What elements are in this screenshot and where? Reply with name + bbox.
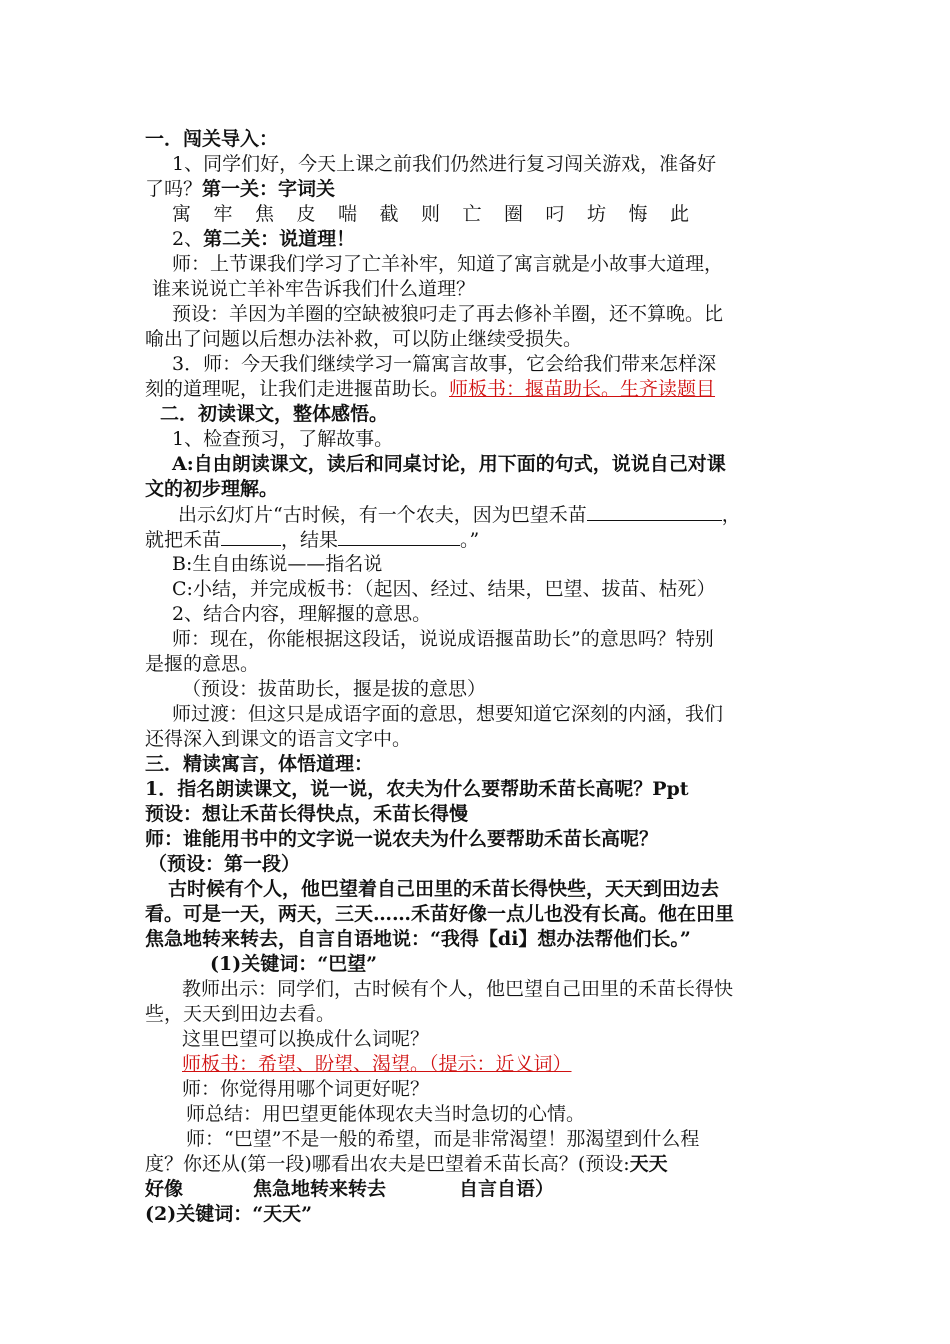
text: 2、 (172, 228, 204, 250)
paragraph: 1．指名朗读课文，说一说，农夫为什么要帮助禾苗长高呢？Ppt (145, 778, 689, 800)
paragraph: 些，天天到田边去看。 (145, 1003, 336, 1025)
character: 此 (670, 203, 690, 225)
paragraph: 师：你觉得用哪个词更好呢？ (182, 1078, 430, 1100)
paragraph: 师过渡：但这只是成语字面的意思，想要知道它深刻的内涵，我们 (172, 703, 724, 725)
character: 牢 (213, 203, 233, 225)
character: 寓 (172, 203, 192, 225)
fill-blank (587, 502, 722, 521)
text: ， (721, 504, 741, 526)
text: 出示幻灯片“古时候，有一个农夫，因为巴望禾苗 (178, 504, 587, 526)
paragraph: B:生自由练说——指名说 (172, 553, 383, 575)
paragraph (172, 227, 852, 252)
paragraph: 教师出示：同学们，古时候有个人，他巴望自己田里的禾苗长得快 (182, 978, 734, 1000)
key-phrases-line (145, 1177, 825, 1202)
keyword-heading: (2)关键词：“天天” (145, 1203, 313, 1225)
key-phrase: 自言自语） (459, 1178, 555, 1200)
keyword-heading (210, 952, 890, 977)
paragraph: 文的初步理解。 (145, 478, 279, 500)
character: 喘 (338, 203, 358, 225)
board-note: 师板书：揠苗助长。生齐读题目 (449, 378, 716, 400)
paragraph: 预设：羊因为羊圈的空缺被狼叼走了再去修补羊圈，还不算晚。比 (172, 303, 724, 325)
character: 叼 (545, 203, 565, 225)
key-phrase: 天天 (629, 1153, 668, 1175)
paragraph: 3．师：今天我们继续学习一篇寓言故事，它会给我们带来怎样深 (172, 353, 717, 375)
text: 了吗？ (145, 178, 203, 200)
character: 亡 (462, 203, 482, 225)
paragraph: 还得深入到课文的语言文字中。 (145, 728, 412, 750)
character: 截 (379, 203, 399, 225)
paragraph: 师：“巴望”不是一般的希望，而是非常渴望！那渴望到什么程 (186, 1128, 700, 1150)
character: 皮 (296, 203, 316, 225)
paragraph: 谁来说说亡羊补牢告诉我们什么道理？ (152, 278, 476, 300)
character-list (172, 202, 852, 227)
text: (1)关键词：“巴望” (210, 953, 378, 975)
character: 悔 (628, 203, 648, 225)
paragraph: 1、检查预习，了解故事。 (172, 428, 394, 450)
paragraph: C:小结，并完成板书：（起因、经过、结果，巴望、拔苗、枯死） (172, 578, 716, 600)
paragraph: 这里巴望可以换成什么词呢？ (182, 1028, 430, 1050)
character: 圈 (504, 203, 524, 225)
key-phrase: 焦急地转来转去 (253, 1178, 387, 1200)
paragraph: A:自由朗读课文，读后和同桌讨论，用下面的句式，说说自己对课 (172, 453, 726, 475)
character: 坊 (587, 203, 607, 225)
section-3-title: 三．精读寓言，体悟道理： (145, 753, 374, 775)
paragraph: 古时候有个人，他巴望着自己田里的禾苗长得快些，天天到田边去 (168, 878, 720, 900)
paragraph (145, 527, 825, 553)
board-note: 师板书：希望、盼望、渴望。（提示：近义词） (182, 1053, 572, 1075)
fill-blank (338, 527, 460, 546)
level-2-label: 第二关：说道理！ (203, 228, 356, 250)
paragraph: 喻出了问题以后想办法补救，可以防止继续受损失。 (145, 328, 583, 350)
character: 则 (421, 203, 441, 225)
level-1-label: 第一关：字词关 (202, 178, 336, 200)
paragraph (182, 1052, 862, 1077)
character: 焦 (255, 203, 275, 225)
paragraph: 师：现在，你能根据这段话，说说成语揠苗助长”的意思吗？特别 (172, 628, 714, 650)
paragraph (145, 377, 825, 402)
paragraph: 师：谁能用书中的文字说一说农夫为什么要帮助禾苗长高呢？ (145, 828, 659, 850)
text: 度？你还从(第一段)哪看出农夫是巴望着禾苗长高？(预设: (145, 1153, 630, 1175)
paragraph: 预设：想让禾苗长得快点，禾苗长得慢 (145, 803, 469, 825)
paragraph: 师：上节课我们学习了亡羊补牢，知道了寓言就是小故事大道理， (172, 253, 724, 275)
paragraph (145, 1152, 825, 1177)
paragraph: （预设：第一段） (148, 853, 301, 875)
section-2-title: 二．初读课文，整体感悟。 (160, 403, 389, 425)
paragraph: 焦急地转来转去，自言自语地说：“我得【di】想办法帮他们长。” (145, 928, 691, 950)
section-1-title: 一．闯关导入： (145, 128, 279, 150)
key-phrase: 好像 (145, 1178, 184, 1200)
paragraph (145, 177, 825, 202)
paragraph: 2、结合内容，理解揠的意思。 (172, 603, 432, 625)
text: 刻的道理呢，让我们走进揠苗助长。 (145, 378, 450, 400)
text: 。” (460, 529, 480, 551)
paragraph: 是揠的意思。 (145, 653, 260, 675)
paragraph: （预设：拔苗助长，揠是拔的意思） (182, 678, 487, 700)
paragraph: 师总结：用巴望更能体现农夫当时急切的心情。 (186, 1103, 586, 1125)
paragraph: 1、同学们好，今天上课之前我们仍然进行复习闯关游戏，准备好 (172, 153, 717, 175)
paragraph (178, 502, 858, 528)
text: 就把禾苗 (145, 529, 222, 551)
paragraph: 看。可是一天，两天，三天……禾苗好像一点儿也没有长高。他在田里 (145, 903, 735, 925)
text: ，结果 (281, 529, 339, 551)
fill-blank (221, 527, 281, 546)
